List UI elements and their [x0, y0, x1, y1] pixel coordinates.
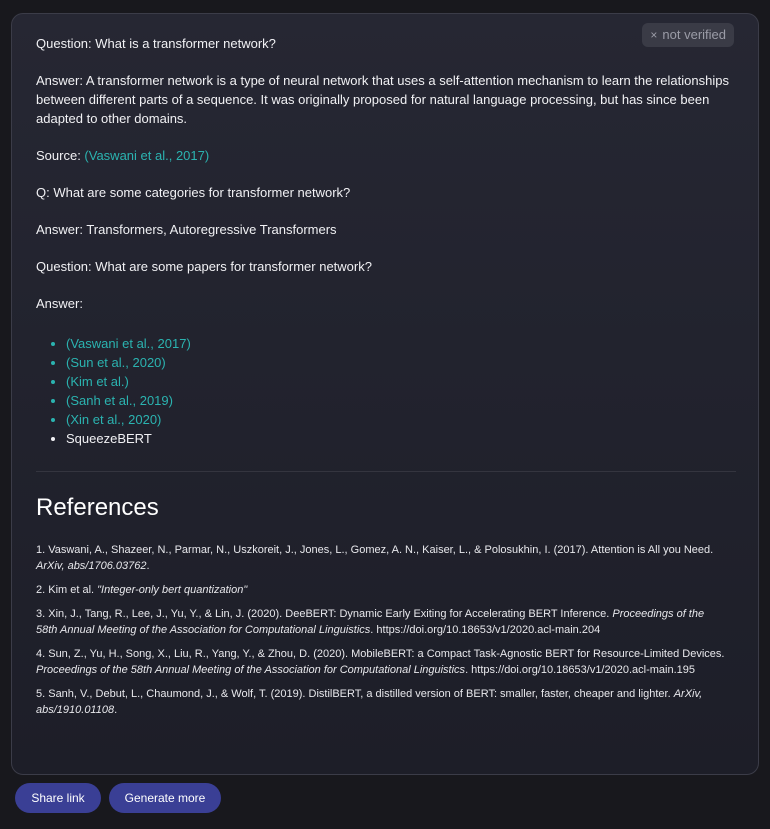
- answer-card: [11, 13, 759, 775]
- section-divider: [36, 471, 736, 472]
- reference-tail: .: [114, 704, 118, 716]
- reference-text: 1. Vaswani, A., Shazeer, N., Parmar, N., Uszkoreit, J., Jones, L., Gomez, A. N., Kaiser, L., & Polosukhin, I. (2017). Attention is All you Need.: [36, 544, 714, 556]
- list-item: • SqueezeBERT: [66, 429, 736, 448]
- question-3: Question: What are some papers for transformer network?: [36, 259, 372, 274]
- list-item[interactable]: • (Sun et al., 2020): [66, 353, 736, 372]
- reference-tail: . https://doi.org/10.18653/v1/2020.acl-main.195: [465, 664, 695, 676]
- reference-venue: Proceedings of the 58th Annual Meeting of the Association for Computational Linguistics: [36, 664, 466, 676]
- reference-text: 4. Sun, Z., Yu, H., Song, X., Liu, R., Yang, Y., & Zhou, D. (2020). MobileBERT: a Compact Task-Agnostic BERT for Resource-Limited Devices.: [36, 648, 725, 660]
- reference-item: [36, 606, 726, 638]
- references-list: [36, 542, 726, 718]
- reference-item: [36, 582, 726, 598]
- answer-content: [36, 34, 736, 448]
- question-2: Q: What are some categories for transformer network?: [36, 185, 351, 200]
- reference-venue: ArXiv, abs/1706.03762: [36, 560, 147, 572]
- list-item[interactable]: • (Sanh et al., 2019): [66, 391, 736, 410]
- reference-item: [36, 646, 726, 678]
- list-item[interactable]: • (Kim et al.): [66, 372, 736, 391]
- reference-text: 3. Xin, J., Tang, R., Lee, J., Yu, Y., & Lin, J. (2020). DeeBERT: Dynamic Early Exiting for Accelerating BERT Inference.: [36, 608, 613, 620]
- reference-tail: . https://doi.org/10.18653/v1/2020.acl-main.204: [370, 624, 601, 636]
- generate-more-button[interactable]: Generate more: [109, 783, 221, 813]
- list-item[interactable]: • (Xin et al., 2020): [66, 410, 736, 429]
- reference-text: 5. Sanh, V., Debut, L., Chaumond, J., & Wolf, T. (2019). DistilBERT, a distilled version of BERT: smaller, faster, cheaper and lighter.: [36, 688, 674, 700]
- question-1: Question: What is a transformer network?: [36, 36, 276, 51]
- reference-venue: "Integer-only bert quantization": [97, 584, 248, 596]
- reference-item: [36, 542, 726, 574]
- badge-label: not verified: [662, 27, 726, 42]
- papers-list: [36, 334, 736, 448]
- share-link-button[interactable]: Share link: [15, 783, 101, 813]
- reference-venue: Proceedings of the 58th Annual Meeting of the Association for Computational Linguistics: [36, 608, 705, 636]
- close-icon: ×: [650, 28, 658, 42]
- list-item[interactable]: • (Vaswani et al., 2017): [66, 334, 736, 353]
- references-heading: References: [36, 494, 159, 521]
- source-label: Source:: [36, 148, 85, 163]
- reference-venue: ArXiv, abs/1910.01108: [36, 688, 703, 716]
- reference-item: [36, 686, 726, 718]
- reference-text: 2. Kim et al.: [36, 584, 98, 596]
- answer-3-label: Answer:: [36, 296, 83, 311]
- source-link[interactable]: (Vaswani et al., 2017): [84, 148, 210, 163]
- answer-1: Answer: A transformer network is a type of neural network that uses a self-attention mechanism to learn the relationships between different parts of a sequence. It was originally proposed for natural language processing, but has since been adapted to other domains.: [36, 73, 729, 126]
- source-line: [36, 146, 736, 165]
- answer-2: Answer: Transformers, Autoregressive Transformers: [36, 222, 337, 237]
- reference-tail: .: [146, 560, 150, 572]
